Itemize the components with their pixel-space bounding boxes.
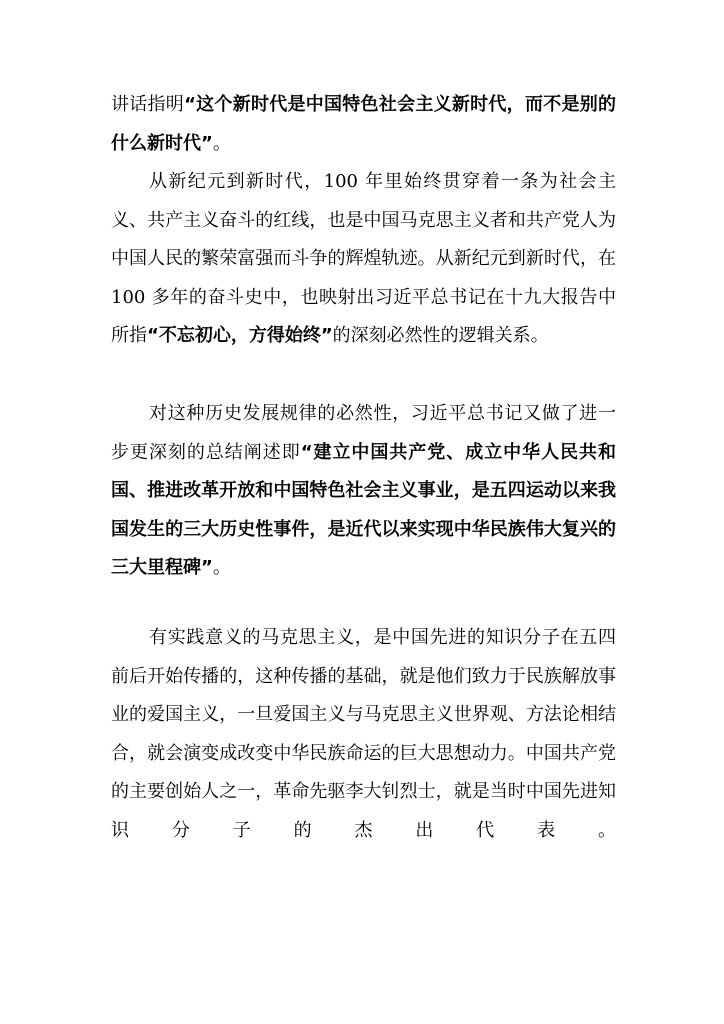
paragraph-3-quote: “建立中国共产党、成立中华人民共和国、推进改革开放和中国特色社会主义事业，是五四运动以来我国发生的三大历史性事件，是近代以来实现中华民族伟大复兴的三大里程碑” [111, 441, 616, 578]
paragraph-2-text-a: 从新纪元到新时代，100 年里始终贯穿着一条为社会主义、共产主义奋斗的红线，也是中国马克思主义者和共产党人为中国人民的繁荣富强而斗争的辉煌轨迹。从新纪元到新时代，在 100 多年的奋斗史中，也映射出习近平总书记在十九大报告中所指 [111, 171, 616, 346]
paragraph-3-tail: 。 [212, 557, 231, 578]
paragraph-4-text: 有实践意义的马克思主义，是中国先进的知识分子在五四前后开始传播的，这种传播的基础，就是他们致力于民族解放事业的爱国主义，一旦爱国主义与马克思主义世界观、方法论相结合，就会演变成改变中华民族命运的巨大思想动力。中国共产党的主要创始人之一，革命先驱李大钊烈士，就是当时中国先进知识分子的杰出代表。 [111, 627, 616, 841]
paragraph-3 [111, 395, 616, 588]
paragraph-1 [111, 86, 616, 163]
paragraph-3-text-a: 对这种历史发展规律的必然性，习近平总书记又做了进一步更深刻的总结阐述即 [111, 403, 616, 463]
paragraph-1-lead: 讲话指明 [111, 94, 185, 115]
paragraph-2 [111, 163, 616, 356]
paragraph-2-quote: “不忘初心，方得始终” [147, 325, 333, 346]
paragraph-4 [111, 619, 616, 850]
paragraph-1-tail: 。 [212, 132, 231, 154]
paragraph-1-quote: “这个新时代是中国特色社会主义新时代，而不是别的什么新时代” [111, 94, 616, 154]
paragraph-2-text-b: 的深刻必然性的逻辑关系。 [332, 325, 549, 346]
